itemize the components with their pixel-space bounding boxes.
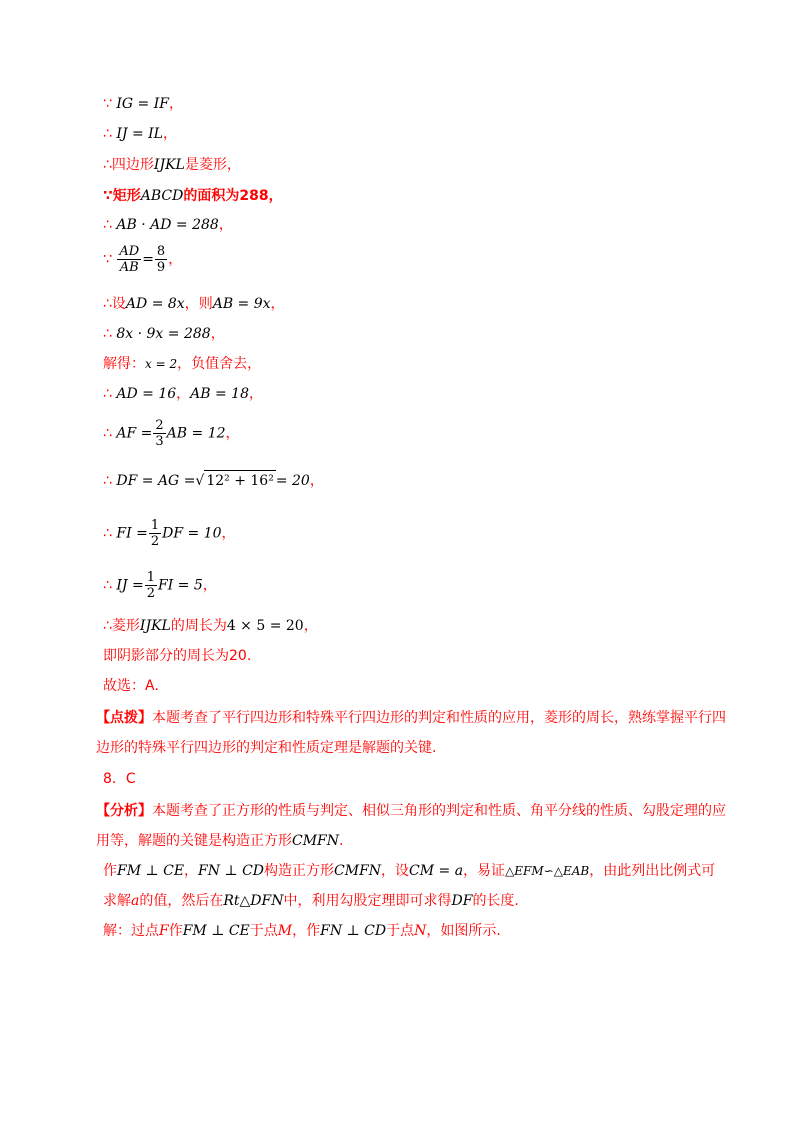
because-symbol: ∵ [103, 251, 112, 268]
punct: ， [249, 386, 263, 402]
proof-line-15 [103, 616, 318, 636]
numerator: 2 [155, 418, 164, 433]
solution-line [103, 921, 501, 941]
math-expr: FN ⊥ CD [320, 923, 387, 939]
punct: ， [225, 425, 240, 442]
punct: ， [270, 296, 285, 312]
punct: ， [162, 126, 177, 142]
math-expr: FI = [116, 525, 148, 542]
proof-line-8 [103, 324, 225, 344]
text: ，设 [381, 863, 410, 879]
math-expr: IJ = [116, 577, 144, 594]
proof-line-4 [103, 186, 283, 206]
answer-label: 8．C [103, 771, 136, 787]
text: 构造正方形 [264, 863, 335, 879]
question-8-label [103, 769, 136, 789]
math-expr: CMFN [292, 833, 340, 849]
text: 的值，然后在 [139, 893, 224, 909]
proof-line-17 [103, 676, 159, 696]
denominator: 3 [155, 434, 164, 449]
math-expr: DF [451, 893, 473, 909]
punct: ， [309, 473, 324, 489]
math-expr: IJKL [139, 618, 171, 634]
text: 作 [103, 863, 117, 879]
text: 四边形 [111, 157, 154, 173]
numerator: AD [119, 244, 140, 259]
denominator: 2 [150, 534, 160, 549]
therefore-symbol: ∴ [103, 296, 112, 312]
text: 的长度. [472, 893, 519, 909]
math-expr: DF = AG = [116, 473, 196, 489]
math-expr: FI = 5 [157, 577, 203, 594]
analysis-tag: 【分析】 [96, 803, 152, 819]
text: 矩形 [112, 188, 141, 204]
because-symbol: ∵ [103, 96, 112, 112]
analysis-text: 本题考查了正方形的性质与判定、相似三角形的判定和性质、角平分线的性质、勾股定理的应用等，解题的关键是构造正方形 [96, 803, 726, 849]
comment-text: 本题考查了平行四边形和特殊平行四边形的判定和性质的应用，菱形的周长，熟练掌握平行四边形的特殊平行四边形的判定和性质定理是解题的关键. [96, 710, 726, 756]
proof-line-1 [103, 94, 183, 114]
fraction [145, 570, 157, 601]
proof-line-13 [103, 518, 235, 549]
comment-paragraph [96, 703, 726, 763]
equals: = [142, 251, 154, 268]
math-expr: AB = 18 [190, 386, 249, 402]
text: 解得： [103, 356, 145, 372]
math-expr: AD = 8x [125, 296, 185, 312]
therefore-symbol: ∴ [103, 126, 112, 142]
denominator: 9 [156, 260, 166, 275]
text: ， [184, 863, 199, 879]
therefore-symbol: ∴ [103, 217, 112, 233]
analysis-paragraph [96, 796, 726, 856]
proof-line-2 [103, 124, 177, 144]
proof-line-14 [103, 570, 217, 601]
math-expr: 4 × 5 = 20 [226, 618, 304, 634]
therefore-symbol: ∴ [103, 577, 112, 594]
math-expr: AD = 16 [116, 386, 177, 402]
text: 设 [111, 296, 126, 312]
proof-line-12 [103, 470, 324, 491]
therefore-symbol: ∴ [103, 473, 112, 489]
text: ，负值舍去， [177, 356, 262, 372]
text: 是菱形， [184, 157, 241, 173]
proof-line-11 [103, 418, 240, 449]
punct: ， [202, 577, 217, 594]
punct: ， [221, 525, 236, 542]
punct: ， [168, 96, 183, 112]
numerator: 1 [150, 518, 160, 533]
text: 作 [168, 923, 183, 939]
text: ，则 [184, 296, 213, 312]
math-expr: CMFN [334, 863, 382, 879]
radical-sign: √ [195, 473, 205, 489]
math-expr: F [159, 923, 169, 939]
punct: ， [210, 326, 225, 342]
fraction [155, 244, 167, 275]
math-expr: IG = IF [116, 96, 169, 112]
therefore-symbol: ∴ [103, 618, 112, 634]
fraction [153, 418, 165, 449]
proof-line-5 [103, 215, 233, 235]
text: 于点 [249, 923, 278, 939]
therefore-symbol: ∴ [103, 386, 112, 402]
text: ，由此列出比例式可求解 [103, 863, 716, 909]
therefore-symbol: ∴ [103, 525, 112, 542]
math-expr: AB = 9x [212, 296, 271, 312]
math-expr: FN ⊥ CD [198, 863, 265, 879]
math-expr: ABCD [140, 188, 184, 204]
proof-line-3 [103, 155, 241, 175]
text: 于点 [386, 923, 415, 939]
math-expr: AF = [116, 425, 153, 442]
numerator: 8 [156, 244, 166, 259]
text: 解：过点 [103, 923, 159, 939]
numerator: 1 [146, 570, 155, 585]
text: 菱形 [111, 618, 140, 634]
radicand: 12² + 16² [204, 470, 275, 491]
math-expr: FM ⊥ CE [117, 863, 185, 879]
proof-line-16 [103, 646, 251, 666]
punct: ， [303, 618, 318, 634]
proof-line-9 [103, 354, 261, 374]
math-expr: AB · AD = 288 [116, 217, 219, 233]
math-expr: = 20 [275, 473, 310, 489]
math-expr: IJKL [153, 157, 185, 173]
math-expr: M [277, 923, 293, 939]
therefore-symbol: ∴ [103, 425, 112, 442]
text: ，如图所示. [426, 923, 501, 939]
punct: ， [218, 217, 233, 233]
punct: . [339, 833, 344, 849]
math-expr: x = 2 [145, 357, 178, 371]
text: 即阴影部分的周长为20. [103, 648, 252, 664]
math-expr: N [414, 923, 427, 939]
therefore-symbol: ∴ [103, 157, 112, 173]
math-expr: IJ = IL [116, 126, 163, 142]
math-expr: 8x · 9x = 288 [116, 326, 211, 342]
math-expr: CM = a [409, 863, 464, 879]
comment-tag: 【点拨】 [96, 710, 152, 726]
fraction [117, 244, 141, 275]
answer-text: 故选：A. [103, 678, 159, 694]
text: 的周长为 [170, 618, 227, 634]
fraction [149, 518, 161, 549]
proof-line-10 [103, 384, 263, 404]
text: 中，利用勾股定理即可求得 [283, 893, 452, 909]
math-expr: △EFM∽△EAB [505, 864, 590, 878]
math-expr: AB = 12 [166, 425, 226, 442]
math-expr: Rt△DFN [223, 893, 284, 909]
text: ，作 [292, 923, 321, 939]
proof-line-6 [103, 244, 182, 275]
construct-paragraph [103, 856, 723, 916]
math-expr: DF = 10 [162, 525, 222, 542]
text: 的面积为288， [183, 188, 283, 204]
text: ，易证 [463, 863, 506, 879]
denominator: 2 [146, 586, 155, 601]
math-expr: FM ⊥ CE [182, 923, 250, 939]
math-expr: a [131, 893, 140, 909]
therefore-symbol: ∴ [103, 326, 112, 342]
denominator: AB [119, 260, 139, 275]
punct: ， [168, 251, 183, 268]
because-symbol: ∵ [103, 188, 113, 204]
proof-line-7 [103, 294, 285, 314]
punct: ， [176, 386, 191, 402]
